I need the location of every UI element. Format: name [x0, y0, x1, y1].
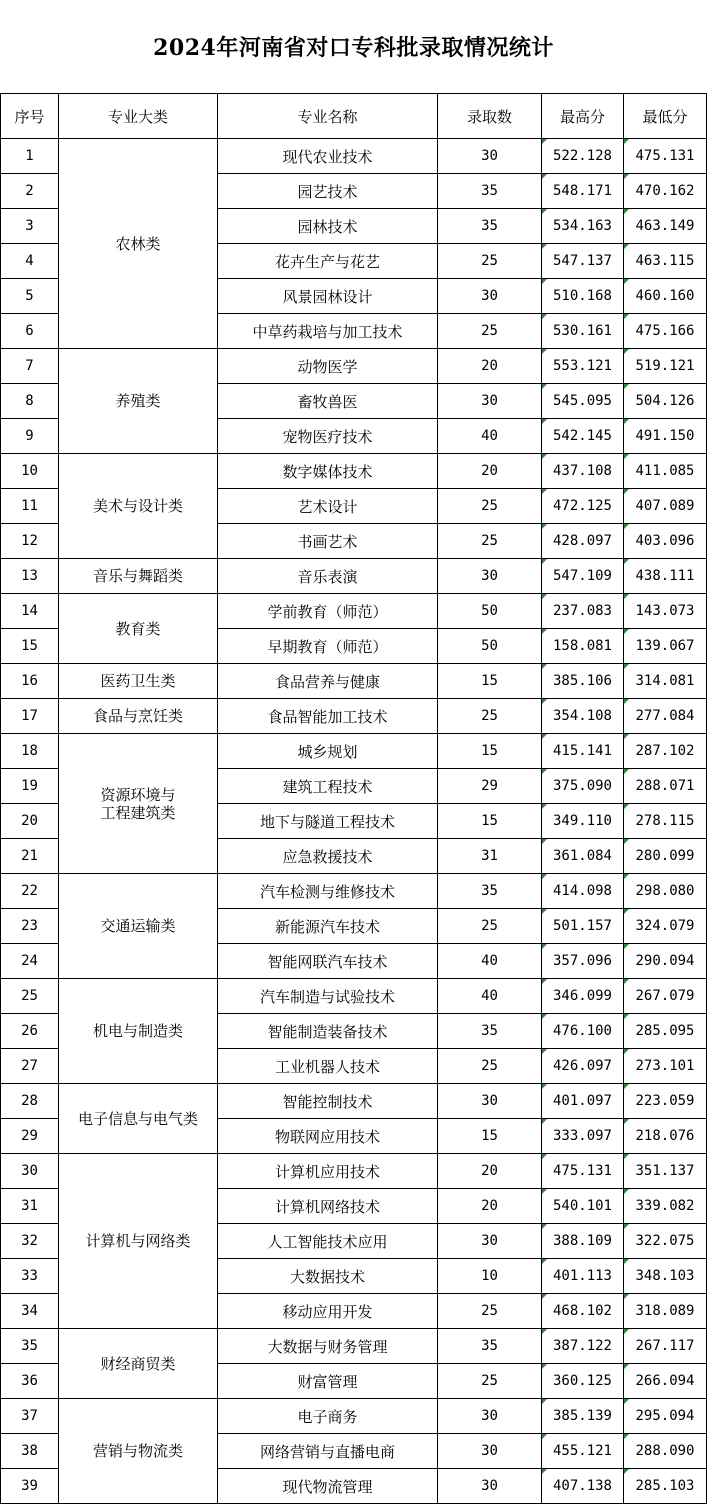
cell-index: 12 [1, 524, 59, 559]
cell-count: 20 [438, 349, 542, 384]
cell-index: 15 [1, 629, 59, 664]
cell-index: 39 [1, 1469, 59, 1504]
cell-index: 26 [1, 1014, 59, 1049]
cell-max-score: 553.121 [542, 349, 624, 384]
cell-category: 养殖类 [59, 349, 218, 454]
table-row [1, 349, 707, 384]
cell-count: 29 [438, 769, 542, 804]
header-min-score: 最低分 [624, 94, 707, 139]
cell-major: 食品智能加工技术 [218, 699, 438, 734]
header-max-score: 最高分 [542, 94, 624, 139]
cell-major: 应急救援技术 [218, 839, 438, 874]
cell-index: 13 [1, 559, 59, 594]
cell-index: 27 [1, 1049, 59, 1084]
cell-max-score: 401.113 [542, 1259, 624, 1294]
cell-min-score: 438.111 [624, 559, 707, 594]
cell-count: 25 [438, 244, 542, 279]
cell-min-score: 223.059 [624, 1084, 707, 1119]
cell-min-score: 318.089 [624, 1294, 707, 1329]
cell-max-score: 545.095 [542, 384, 624, 419]
cell-max-score: 375.090 [542, 769, 624, 804]
cell-count: 35 [438, 1014, 542, 1049]
cell-major: 食品营养与健康 [218, 664, 438, 699]
cell-category: 财经商贸类 [59, 1329, 218, 1399]
cell-count: 25 [438, 489, 542, 524]
cell-min-score: 470.162 [624, 174, 707, 209]
cell-max-score: 385.139 [542, 1399, 624, 1434]
header-index: 序号 [1, 94, 59, 139]
cell-index: 1 [1, 139, 59, 174]
header-major: 专业名称 [218, 94, 438, 139]
cell-category: 医药卫生类 [59, 664, 218, 699]
cell-max-score: 426.097 [542, 1049, 624, 1084]
cell-major: 数字媒体技术 [218, 454, 438, 489]
cell-index: 10 [1, 454, 59, 489]
cell-max-score: 237.083 [542, 594, 624, 629]
cell-major: 学前教育（师范） [218, 594, 438, 629]
cell-index: 33 [1, 1259, 59, 1294]
cell-major: 物联网应用技术 [218, 1119, 438, 1154]
cell-index: 8 [1, 384, 59, 419]
cell-major: 园林技术 [218, 209, 438, 244]
cell-count: 25 [438, 314, 542, 349]
cell-major: 人工智能技术应用 [218, 1224, 438, 1259]
cell-count: 25 [438, 1294, 542, 1329]
cell-category: 计算机与网络类 [59, 1154, 218, 1329]
cell-max-score: 510.168 [542, 279, 624, 314]
cell-count: 15 [438, 804, 542, 839]
cell-major: 现代农业技术 [218, 139, 438, 174]
header-category: 专业大类 [59, 94, 218, 139]
cell-index: 29 [1, 1119, 59, 1154]
cell-count: 25 [438, 524, 542, 559]
table-body [1, 139, 707, 1504]
cell-major: 书画艺术 [218, 524, 438, 559]
cell-min-score: 298.080 [624, 874, 707, 909]
cell-index: 14 [1, 594, 59, 629]
cell-index: 30 [1, 1154, 59, 1189]
cell-count: 10 [438, 1259, 542, 1294]
cell-count: 35 [438, 874, 542, 909]
cell-index: 7 [1, 349, 59, 384]
cell-major: 计算机网络技术 [218, 1189, 438, 1224]
cell-max-score: 475.131 [542, 1154, 624, 1189]
cell-min-score: 314.081 [624, 664, 707, 699]
cell-index: 21 [1, 839, 59, 874]
cell-max-score: 407.138 [542, 1469, 624, 1504]
cell-category: 美术与设计类 [59, 454, 218, 559]
admission-table [0, 93, 707, 1504]
cell-major: 现代物流管理 [218, 1469, 438, 1504]
cell-count: 50 [438, 594, 542, 629]
cell-count: 20 [438, 1154, 542, 1189]
table-row [1, 1154, 707, 1189]
cell-count: 40 [438, 419, 542, 454]
cell-major: 早期教育（师范） [218, 629, 438, 664]
cell-max-score: 333.097 [542, 1119, 624, 1154]
cell-category [59, 734, 218, 874]
table-row [1, 559, 707, 594]
cell-category: 电子信息与电气类 [59, 1084, 218, 1154]
cell-max-score: 158.081 [542, 629, 624, 664]
cell-index: 9 [1, 419, 59, 454]
cell-index: 23 [1, 909, 59, 944]
cell-category: 机电与制造类 [59, 979, 218, 1084]
cell-count: 35 [438, 1329, 542, 1364]
cell-count: 15 [438, 1119, 542, 1154]
cell-min-score: 290.094 [624, 944, 707, 979]
cell-index: 11 [1, 489, 59, 524]
cell-major: 建筑工程技术 [218, 769, 438, 804]
cell-min-score: 407.089 [624, 489, 707, 524]
table-row [1, 734, 707, 769]
cell-min-score: 322.075 [624, 1224, 707, 1259]
cell-major: 中草药栽培与加工技术 [218, 314, 438, 349]
cell-max-score: 530.161 [542, 314, 624, 349]
cell-count: 25 [438, 909, 542, 944]
cell-index: 4 [1, 244, 59, 279]
cell-major: 智能网联汽车技术 [218, 944, 438, 979]
cell-count: 35 [438, 174, 542, 209]
cell-category: 营销与物流类 [59, 1399, 218, 1504]
cell-min-score: 519.121 [624, 349, 707, 384]
cell-index: 17 [1, 699, 59, 734]
cell-major: 风景园林设计 [218, 279, 438, 314]
cell-major: 花卉生产与花艺 [218, 244, 438, 279]
cell-max-score: 437.108 [542, 454, 624, 489]
cell-category: 教育类 [59, 594, 218, 664]
cell-min-score: 278.115 [624, 804, 707, 839]
cell-index: 28 [1, 1084, 59, 1119]
cell-min-score: 403.096 [624, 524, 707, 559]
cell-max-score: 346.099 [542, 979, 624, 1014]
cell-count: 30 [438, 279, 542, 314]
cell-max-score: 361.084 [542, 839, 624, 874]
cell-min-score: 285.095 [624, 1014, 707, 1049]
cell-max-score: 548.171 [542, 174, 624, 209]
cell-min-score: 143.073 [624, 594, 707, 629]
cell-min-score: 287.102 [624, 734, 707, 769]
cell-major: 宠物医疗技术 [218, 419, 438, 454]
cell-min-score: 288.071 [624, 769, 707, 804]
cell-min-score: 267.117 [624, 1329, 707, 1364]
cell-min-score: 139.067 [624, 629, 707, 664]
cell-major: 地下与隧道工程技术 [218, 804, 438, 839]
cell-max-score: 540.101 [542, 1189, 624, 1224]
cell-major: 大数据技术 [218, 1259, 438, 1294]
cell-min-score: 348.103 [624, 1259, 707, 1294]
cell-count: 25 [438, 1049, 542, 1084]
cell-count: 25 [438, 1364, 542, 1399]
cell-min-score: 411.085 [624, 454, 707, 489]
cell-category: 交通运输类 [59, 874, 218, 979]
cell-min-score: 277.084 [624, 699, 707, 734]
cell-count: 30 [438, 1434, 542, 1469]
cell-max-score: 468.102 [542, 1294, 624, 1329]
cell-index: 22 [1, 874, 59, 909]
cell-min-score: 288.090 [624, 1434, 707, 1469]
cell-category: 食品与烹饪类 [59, 699, 218, 734]
category-line: 资源环境与 [100, 785, 176, 804]
cell-index: 36 [1, 1364, 59, 1399]
cell-index: 34 [1, 1294, 59, 1329]
cell-index: 2 [1, 174, 59, 209]
cell-count: 50 [438, 629, 542, 664]
cell-min-score: 339.082 [624, 1189, 707, 1224]
cell-index: 6 [1, 314, 59, 349]
cell-min-score: 475.166 [624, 314, 707, 349]
cell-max-score: 349.110 [542, 804, 624, 839]
table-row [1, 1084, 707, 1119]
cell-min-score: 475.131 [624, 139, 707, 174]
cell-major: 大数据与财务管理 [218, 1329, 438, 1364]
cell-max-score: 428.097 [542, 524, 624, 559]
cell-count: 15 [438, 664, 542, 699]
category-line: 工程建筑类 [100, 803, 176, 822]
cell-min-score: 295.094 [624, 1399, 707, 1434]
cell-min-score: 460.160 [624, 279, 707, 314]
table-row [1, 454, 707, 489]
table-row [1, 664, 707, 699]
cell-min-score: 273.101 [624, 1049, 707, 1084]
cell-count: 30 [438, 1084, 542, 1119]
cell-major: 音乐表演 [218, 559, 438, 594]
cell-max-score: 534.163 [542, 209, 624, 244]
cell-major: 汽车制造与试验技术 [218, 979, 438, 1014]
cell-max-score: 414.098 [542, 874, 624, 909]
table-row [1, 979, 707, 1014]
cell-count: 30 [438, 1399, 542, 1434]
cell-major: 计算机应用技术 [218, 1154, 438, 1189]
cell-min-score: 285.103 [624, 1469, 707, 1504]
cell-count: 30 [438, 1469, 542, 1504]
cell-min-score: 324.079 [624, 909, 707, 944]
cell-category: 农林类 [59, 139, 218, 349]
cell-index: 32 [1, 1224, 59, 1259]
cell-index: 24 [1, 944, 59, 979]
cell-major: 网络营销与直播电商 [218, 1434, 438, 1469]
cell-index: 18 [1, 734, 59, 769]
cell-major: 艺术设计 [218, 489, 438, 524]
cell-max-score: 547.109 [542, 559, 624, 594]
cell-count: 35 [438, 209, 542, 244]
cell-max-score: 387.122 [542, 1329, 624, 1364]
cell-index: 37 [1, 1399, 59, 1434]
cell-count: 25 [438, 699, 542, 734]
cell-min-score: 218.076 [624, 1119, 707, 1154]
cell-major: 电子商务 [218, 1399, 438, 1434]
cell-count: 20 [438, 454, 542, 489]
cell-min-score: 267.079 [624, 979, 707, 1014]
cell-major: 智能控制技术 [218, 1084, 438, 1119]
cell-index: 5 [1, 279, 59, 314]
cell-min-score: 463.149 [624, 209, 707, 244]
cell-count: 15 [438, 734, 542, 769]
cell-count: 20 [438, 1189, 542, 1224]
cell-max-score: 401.097 [542, 1084, 624, 1119]
cell-category: 音乐与舞蹈类 [59, 559, 218, 594]
table-row [1, 1329, 707, 1364]
cell-index: 38 [1, 1434, 59, 1469]
cell-count: 30 [438, 559, 542, 594]
cell-max-score: 388.109 [542, 1224, 624, 1259]
cell-major: 新能源汽车技术 [218, 909, 438, 944]
cell-major: 汽车检测与维修技术 [218, 874, 438, 909]
cell-major: 财富管理 [218, 1364, 438, 1399]
page-title: 2024年河南省对口专科批录取情况统计 [153, 35, 554, 61]
table-row [1, 699, 707, 734]
cell-max-score: 415.141 [542, 734, 624, 769]
cell-index: 25 [1, 979, 59, 1014]
cell-min-score: 280.099 [624, 839, 707, 874]
cell-count: 30 [438, 1224, 542, 1259]
cell-major: 工业机器人技术 [218, 1049, 438, 1084]
cell-major: 城乡规划 [218, 734, 438, 769]
cell-major: 动物医学 [218, 349, 438, 384]
cell-count: 30 [438, 384, 542, 419]
cell-count: 31 [438, 839, 542, 874]
cell-count: 40 [438, 944, 542, 979]
cell-major: 畜牧兽医 [218, 384, 438, 419]
cell-min-score: 351.137 [624, 1154, 707, 1189]
cell-min-score: 266.094 [624, 1364, 707, 1399]
cell-count: 30 [438, 139, 542, 174]
cell-max-score: 476.100 [542, 1014, 624, 1049]
cell-count: 40 [438, 979, 542, 1014]
cell-max-score: 357.096 [542, 944, 624, 979]
cell-index: 19 [1, 769, 59, 804]
cell-max-score: 547.137 [542, 244, 624, 279]
header-row [1, 94, 707, 139]
cell-min-score: 504.126 [624, 384, 707, 419]
cell-min-score: 491.150 [624, 419, 707, 454]
table-row [1, 139, 707, 174]
cell-min-score: 463.115 [624, 244, 707, 279]
cell-max-score: 522.128 [542, 139, 624, 174]
cell-index: 35 [1, 1329, 59, 1364]
cell-max-score: 385.106 [542, 664, 624, 699]
cell-max-score: 455.121 [542, 1434, 624, 1469]
cell-index: 3 [1, 209, 59, 244]
cell-max-score: 542.145 [542, 419, 624, 454]
cell-index: 16 [1, 664, 59, 699]
cell-major: 园艺技术 [218, 174, 438, 209]
table-row [1, 1399, 707, 1434]
table-row [1, 874, 707, 909]
cell-max-score: 501.157 [542, 909, 624, 944]
header-count: 录取数 [438, 94, 542, 139]
cell-index: 20 [1, 804, 59, 839]
cell-max-score: 354.108 [542, 699, 624, 734]
cell-major: 移动应用开发 [218, 1294, 438, 1329]
table-row [1, 594, 707, 629]
cell-max-score: 360.125 [542, 1364, 624, 1399]
cell-index: 31 [1, 1189, 59, 1224]
cell-max-score: 472.125 [542, 489, 624, 524]
cell-major: 智能制造装备技术 [218, 1014, 438, 1049]
